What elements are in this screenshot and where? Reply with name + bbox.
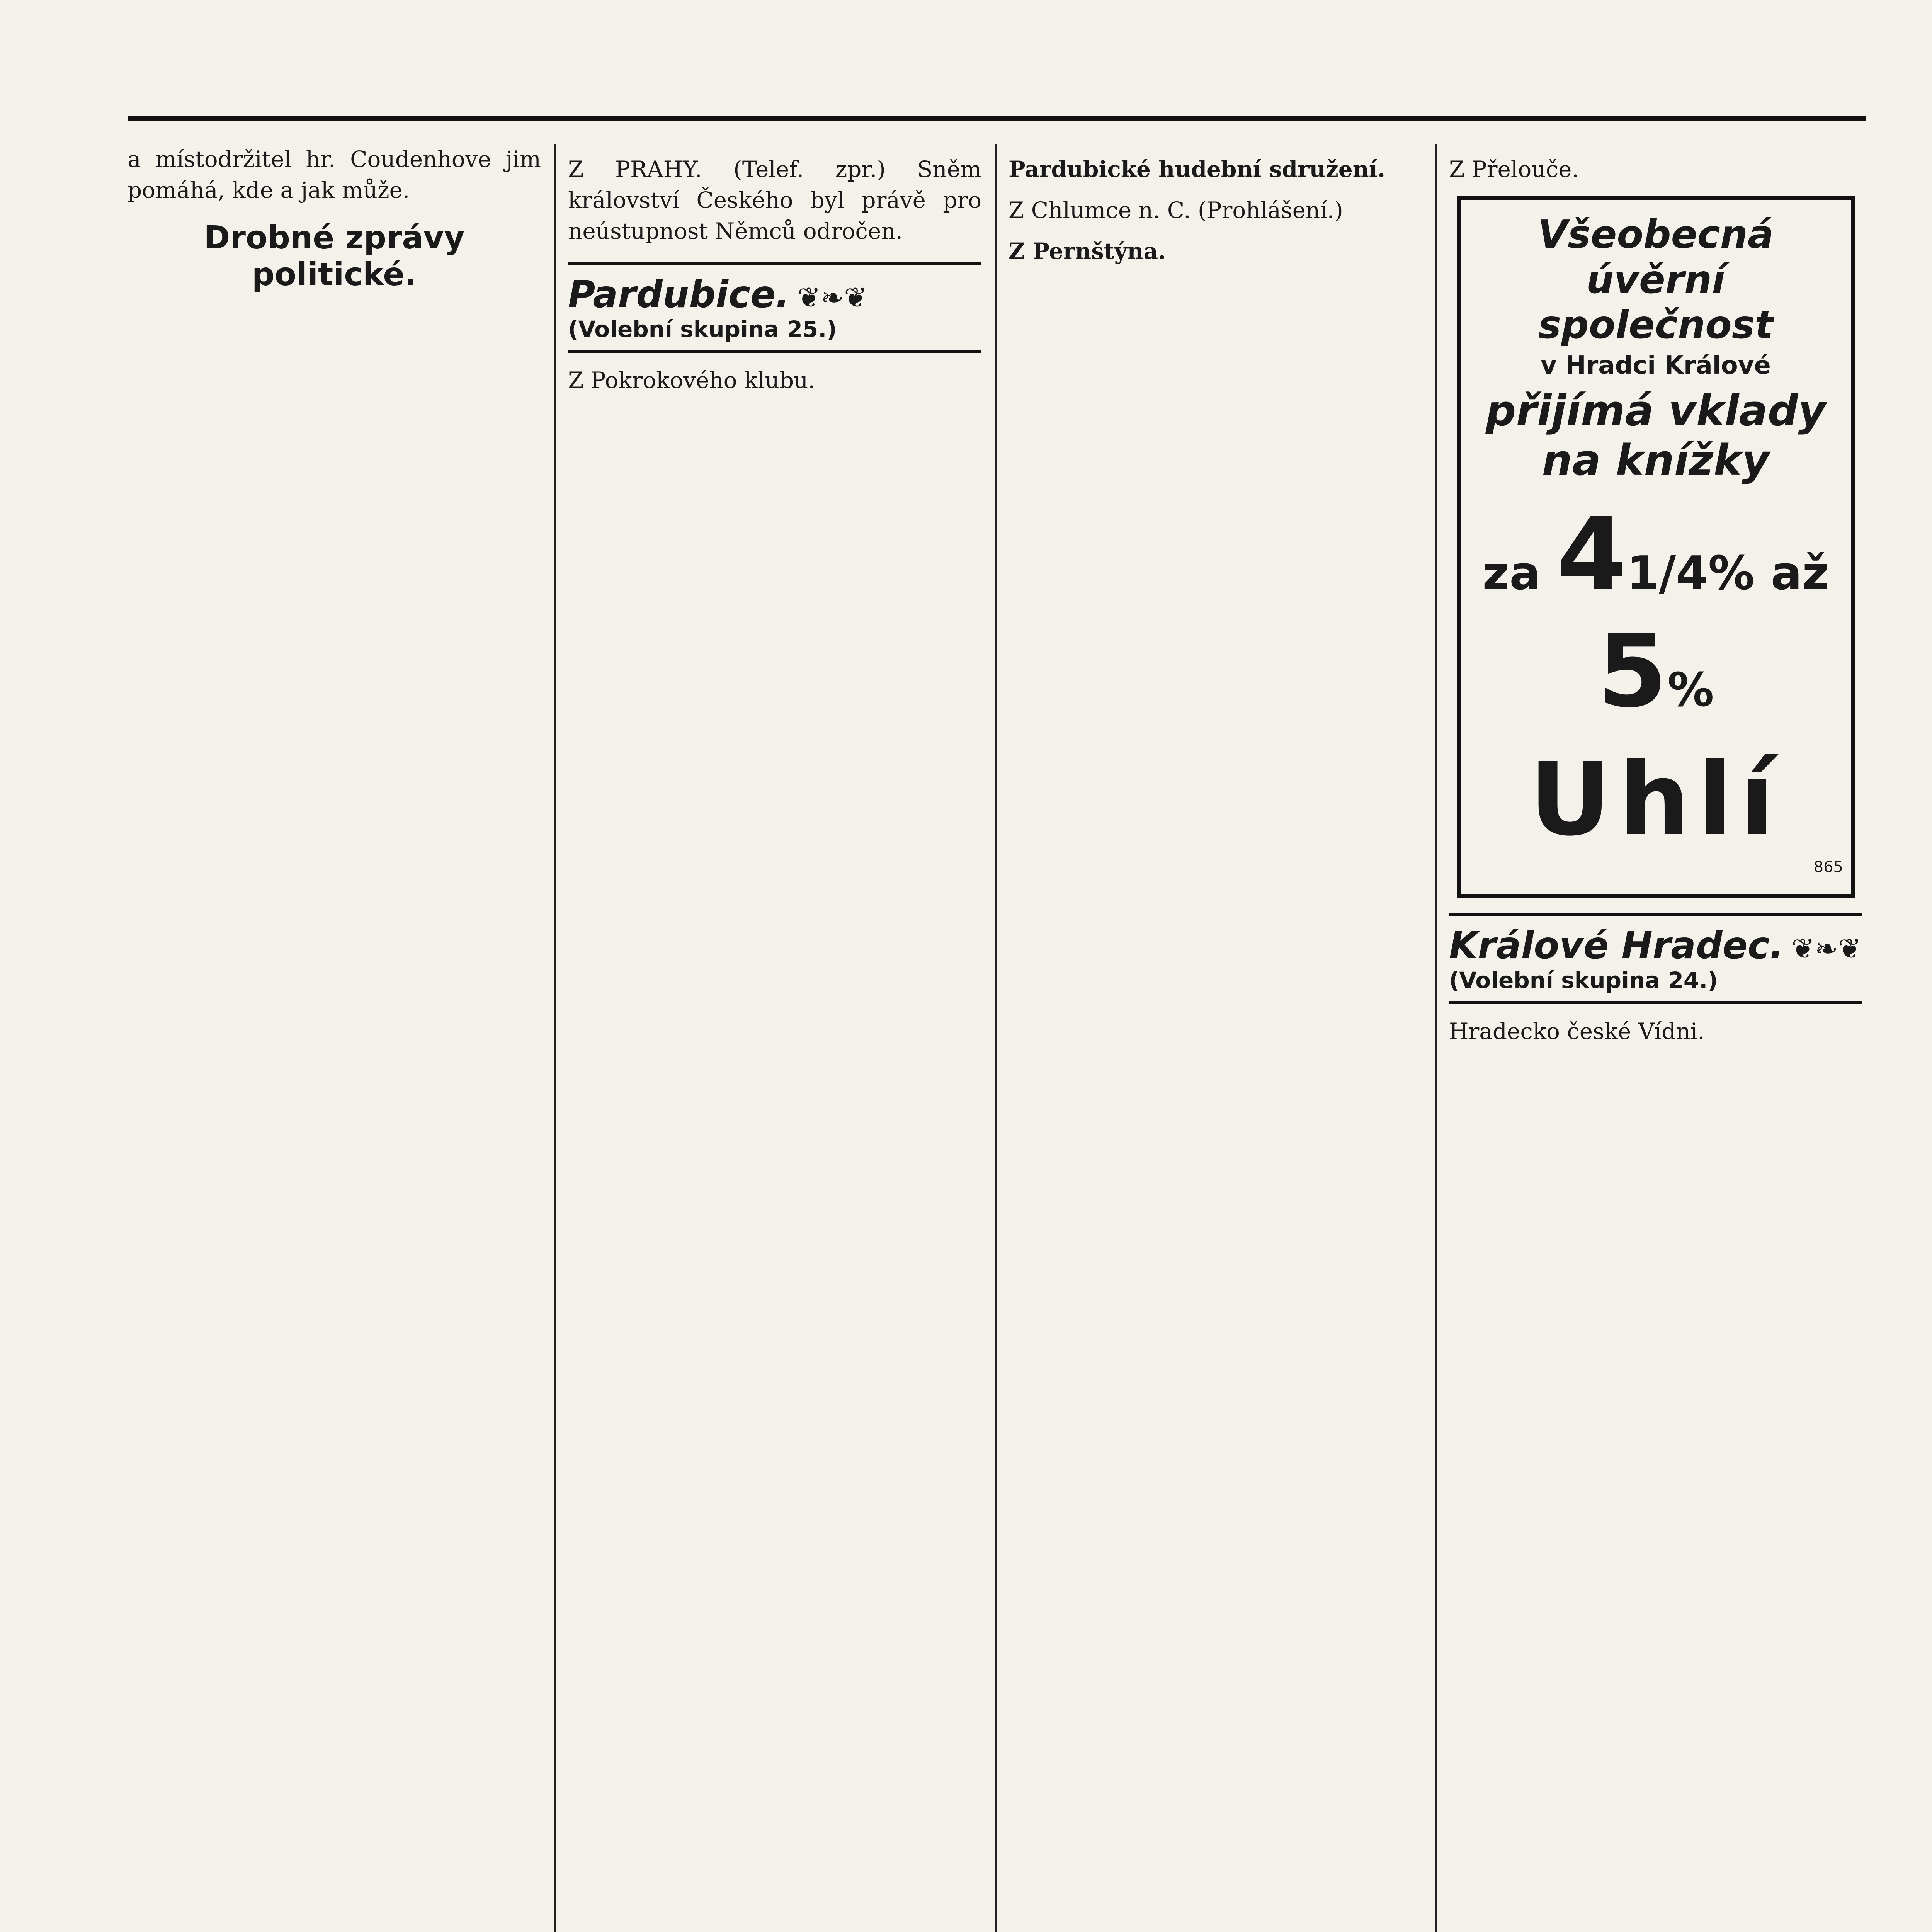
paragraph: Hradecko české Vídni. [1449, 1018, 1705, 1044]
advertisement [1457, 196, 1855, 898]
ad-location: v Hradci Králové [1541, 351, 1771, 380]
ornament-icon: ❦❧❦ [1791, 932, 1862, 965]
section-header [1449, 913, 1862, 1004]
paragraph: Z PRAHY. (Telef. zpr.) Sněm království Českého byl právě pro neústupnost Němců odročen. [568, 156, 981, 244]
ad-rate-fraction: 1/4 [1626, 547, 1708, 600]
paragraph: Z Přelouče. [1449, 156, 1579, 182]
newspaper-page [128, 116, 1866, 1932]
column-4 [1449, 144, 1862, 1932]
ad-rate-low: 4 [1557, 497, 1627, 613]
ad-rate-unit: % [1667, 663, 1714, 717]
paragraph: Z Chlumce n. C. (Prohlášení.) [1009, 197, 1343, 223]
section-subtitle: (Volební skupina 24.) [1449, 967, 1718, 993]
column-rule [554, 144, 556, 1932]
column-1 [128, 144, 541, 1932]
ad-tagline: přijímá vklady na knížky [1485, 386, 1826, 485]
section-title: Králové Hradec. [1449, 924, 1784, 967]
article-heading: Drobné zprávy politické. [204, 219, 465, 293]
paragraph: a místodržitel hr. Coudenhove jim pomáhá, kde a jak může. [128, 146, 541, 203]
paragraph: Pardubické hudební sdružení. [1009, 156, 1386, 182]
ad-rate-prefix: za [1482, 547, 1541, 600]
column-rule [1435, 144, 1437, 1932]
ad-interest-rate [1468, 497, 1843, 730]
ad-rate-unit: % [1708, 547, 1755, 600]
ad-code: 865 [1813, 858, 1843, 876]
ad-rate-mid: až [1770, 547, 1829, 600]
ad-coal: Uhlí [1529, 742, 1782, 858]
paragraph: Z Pokrokového klubu. [568, 367, 815, 393]
paragraph: Z Pernštýna. [1009, 238, 1166, 264]
column-3 [1009, 144, 1422, 1932]
ad-rate-high: 5 [1597, 613, 1668, 730]
section-subtitle: (Volební skupina 25.) [568, 316, 837, 342]
ornament-icon: ❦❧❦ [797, 281, 867, 314]
column-2 [568, 144, 981, 1932]
column-rule [995, 144, 997, 1932]
ad-title: Všeobecná úvěrní společnost [1537, 212, 1774, 347]
section-title: Pardubice. [568, 273, 790, 316]
section-header [568, 262, 981, 353]
